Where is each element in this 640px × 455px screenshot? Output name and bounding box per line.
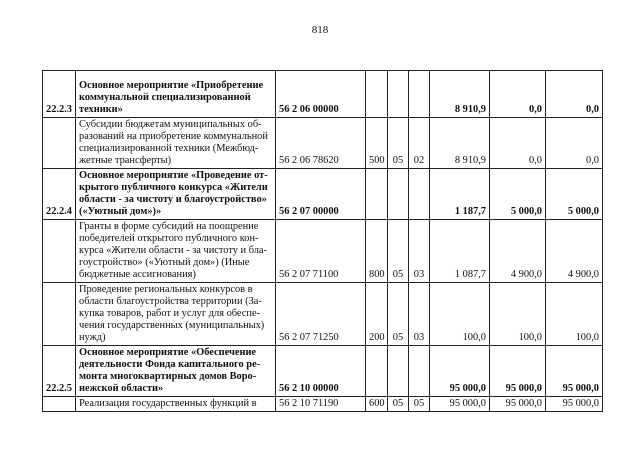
row-number: 22.2.5 — [43, 346, 76, 397]
target-code: 56 2 07 00000 — [276, 169, 366, 220]
row-name: Субсидии бюджетам муниципальных об-разований на приобретение коммунальной специализированной техники (Межбюд-жетные трансферты) — [76, 118, 276, 169]
subsection: 05 — [409, 397, 430, 412]
expense-type — [366, 71, 388, 118]
section — [388, 346, 409, 397]
table-row — [43, 346, 603, 397]
table-row — [43, 220, 603, 283]
target-code: 56 2 10 71190 — [276, 397, 366, 412]
subsection: 02 — [409, 118, 430, 169]
table-row — [43, 397, 603, 412]
expense-type: 600 — [366, 397, 388, 412]
subsection — [409, 71, 430, 118]
amount-year-1: 8 910,9 — [430, 118, 490, 169]
section: 05 — [388, 283, 409, 346]
amount-year-3: 0,0 — [546, 118, 603, 169]
row-number — [43, 397, 76, 412]
section: 05 — [388, 118, 409, 169]
amount-year-3: 5 000,0 — [546, 169, 603, 220]
table-row — [43, 169, 603, 220]
amount-year-2: 95 000,0 — [490, 397, 546, 412]
row-number — [43, 220, 76, 283]
expense-type: 800 — [366, 220, 388, 283]
subsection — [409, 169, 430, 220]
expense-type: 500 — [366, 118, 388, 169]
amount-year-1: 8 910,9 — [430, 71, 490, 118]
amount-year-3: 95 000,0 — [546, 397, 603, 412]
expense-type — [366, 346, 388, 397]
table-row — [43, 283, 603, 346]
amount-year-1: 95 000,0 — [430, 346, 490, 397]
amount-year-2: 5 000,0 — [490, 169, 546, 220]
target-code: 56 2 06 00000 — [276, 71, 366, 118]
section — [388, 169, 409, 220]
amount-year-3: 0,0 — [546, 71, 603, 118]
row-name: Реализация государственных функций в — [76, 397, 276, 412]
section — [388, 71, 409, 118]
target-code: 56 2 06 78620 — [276, 118, 366, 169]
expense-type — [366, 169, 388, 220]
amount-year-1: 100,0 — [430, 283, 490, 346]
amount-year-2: 4 900,0 — [490, 220, 546, 283]
amount-year-3: 100,0 — [546, 283, 603, 346]
row-number — [43, 118, 76, 169]
amount-year-1: 1 187,7 — [430, 169, 490, 220]
amount-year-1: 95 000,0 — [430, 397, 490, 412]
section: 05 — [388, 397, 409, 412]
table-row — [43, 71, 603, 118]
row-number — [43, 283, 76, 346]
table-row — [43, 118, 603, 169]
row-name: Гранты в форме субсидий на поощрение победителей открытого публичного кон-курса «Жители области - за чистоту и бла-гоустройство» («Уютный дом») (Иные бюджетные ассигнования) — [76, 220, 276, 283]
row-name: Проведение региональных конкурсов в области благоустройства территории (За-купка товаров, работ и услуг для обеспе-чения государственных (муниципальных) нужд) — [76, 283, 276, 346]
amount-year-2: 0,0 — [490, 71, 546, 118]
page-number: 818 — [311, 24, 329, 36]
target-code: 56 2 10 00000 — [276, 346, 366, 397]
subsection: 03 — [409, 283, 430, 346]
row-number: 22.2.4 — [43, 169, 76, 220]
expense-type: 200 — [366, 283, 388, 346]
amount-year-2: 0,0 — [490, 118, 546, 169]
row-name: Основное мероприятие «Проведение от-крытого публичного конкурса «Жители области - за чистоту и благоустройство» («Уютный дом»)» — [76, 169, 276, 220]
amount-year-3: 95 000,0 — [546, 346, 603, 397]
amount-year-3: 4 900,0 — [546, 220, 603, 283]
subsection — [409, 346, 430, 397]
row-name: Основное мероприятие «Обеспечение деятельности Фонда капитального ре-монта многоквартирных домов Воро-нежской области» — [76, 346, 276, 397]
row-name: Основное мероприятие «Приобретение коммунальной специализированной техники» — [76, 71, 276, 118]
target-code: 56 2 07 71100 — [276, 220, 366, 283]
amount-year-1: 1 087,7 — [430, 220, 490, 283]
amount-year-2: 100,0 — [490, 283, 546, 346]
budget-table — [42, 70, 603, 412]
subsection: 03 — [409, 220, 430, 283]
target-code: 56 2 07 71250 — [276, 283, 366, 346]
section: 05 — [388, 220, 409, 283]
amount-year-2: 95 000,0 — [490, 346, 546, 397]
row-number: 22.2.3 — [43, 71, 76, 118]
